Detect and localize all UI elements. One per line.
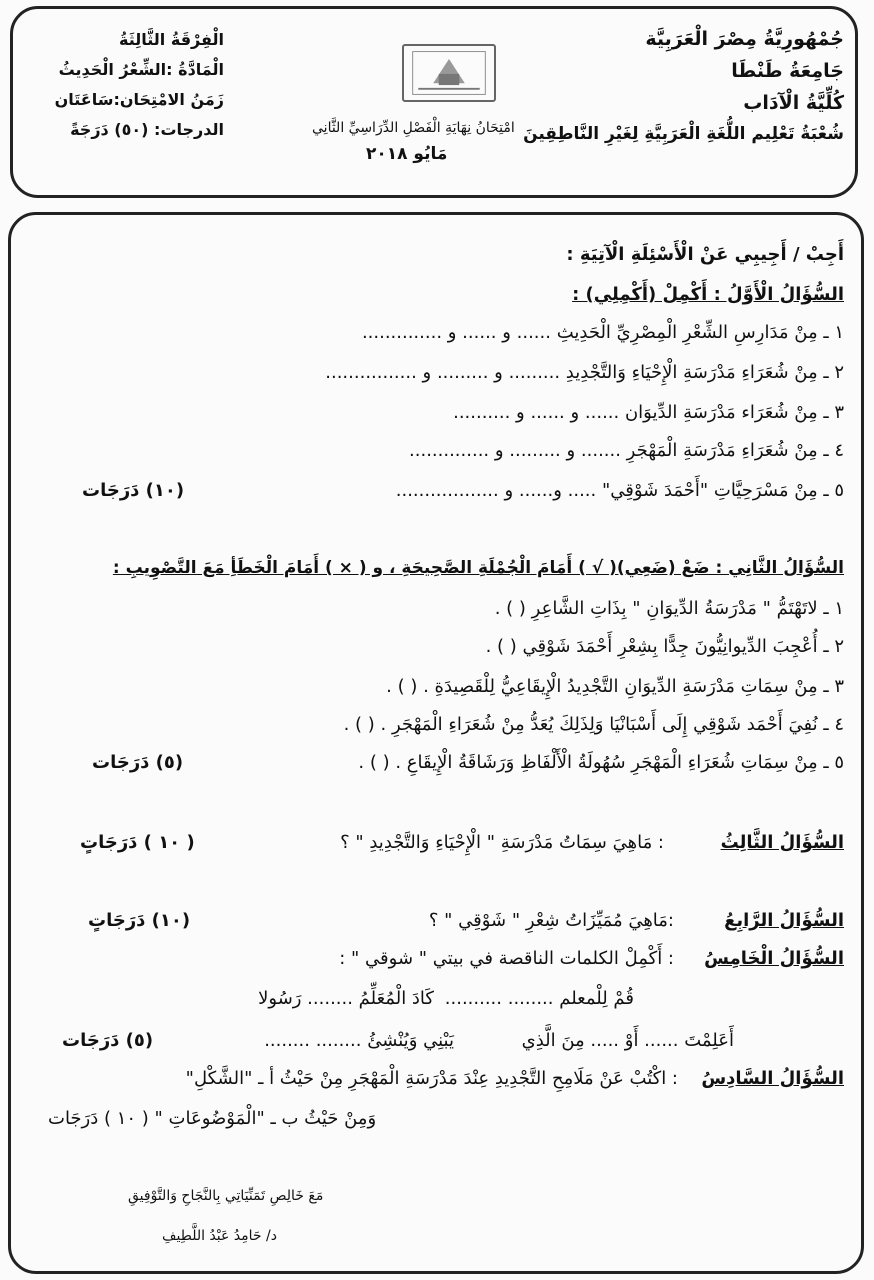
q3-text: : مَاهِيَ سِمَاتُ مَدْرَسَةِ " الْإِحْيَاءِ وَالتَّجْدِيدِ " ؟ — [340, 832, 664, 853]
header-total-marks: الدرجات: (٥٠) دَرَجَةً — [70, 120, 224, 139]
teacher-signature: د/ حَامِدُ عَبْدُ اللَّطِيفِ — [162, 1228, 277, 1244]
q6-text: : اكْتُبْ عَنْ مَلَامِحِ التَّجْدِيدِ عِنْدَ مَدْرَسَةِ الْمَهْجَرِ مِنْ حَيْثُ أ ـ "الشَّكْلِ" — [185, 1068, 678, 1089]
q3-title: السُّؤَالُ الثَّالِثُ — [720, 832, 844, 853]
q4-title: السُّؤَالُ الرَّابِعُ — [724, 910, 844, 931]
q1-item-1: ١ ـ مِنْ مَدَارِسِ الشِّعْرِ الْمِصْرِيِّ الْحَدِيثِ ...... و ...... و .............. — [361, 322, 844, 343]
header-university: جَامِعَةُ طَنْطَا — [731, 60, 844, 82]
q1-item-4: ٤ ـ مِنْ شُعَرَاءِ مَدْرَسَةِ الْمَهْجَرِ ....... و ......... و .............. — [409, 440, 844, 461]
q3-marks: ( ١٠ ) دَرَجَاتٍ — [80, 832, 195, 853]
header-faculty: كُلِّيَّةُ الْآدَاب — [743, 92, 844, 114]
q5-verse2-first-half: أَعَلِمْتَ ...... أَوْ ..... مِنَ الَّذِي — [521, 1030, 734, 1051]
header-country: جُمْهُورِيَّةُ مِصْرَ الْعَرَبِيَّة — [645, 28, 844, 50]
q5-verse1-first-half: قُمْ لِلْمعلم ........ .......... — [444, 988, 634, 1009]
closing-wish: مَعَ خَالِصِ تَمَنِّيَاتِي بِالنَّجَاحِ وَالتَّوْفِيقِ — [128, 1188, 324, 1204]
q1-title: السُّؤَالُ الْأَوَّلُ : أَكْمِلْ (أَكْمِلِي) : — [572, 284, 844, 305]
university-logo — [402, 44, 496, 102]
q2-item-5: ٥ ـ مِنْ سِمَاتِ شُعَرَاءِ الْمَهْجَرِ سُهُولَةُ الْأَلْفَاظِ وَرَشَاقَةُ الْإِيقَاعِ . ( ) . — [358, 752, 844, 773]
exam-title: امْتِحَانُ نِهَايَةِ الْفَصْلِ الدِّرَاسِيِّ الثَّانِي — [312, 120, 515, 136]
exam-date: مَايُو ٢٠١٨ — [366, 144, 448, 164]
header-duration: زَمَنُ الامْتِحَان:سَاعَتَان — [54, 90, 224, 109]
q1-item-3: ٣ ـ مِنْ شُعَرَاء مَدْرَسَةِ الدِّيوَان ...... و ...... و .......... — [453, 402, 844, 423]
q2-item-2: ٢ ـ أُعْجِبَ الدِّيوانِيُّونَ جِدًّا بِشِعْرِ أَحْمَدَ شَوْقِي ( ) . — [485, 636, 844, 657]
q4-marks: (١٠) دَرَجَاتٍ — [88, 910, 191, 931]
q2-title: السُّؤَالُ الثَّانِي : ضَعْ (ضَعِي)( √ ) أَمَامَ الْجُمْلَةِ الصَّحِيحَةِ ، و ( × ) أَمَامَ الْخَطَأِ مَعَ التَّصْوِيبِ : — [112, 558, 844, 578]
logo-emblem-icon — [404, 46, 494, 100]
q6-title: السُّؤَالُ السَّادِسُ — [701, 1068, 844, 1089]
q1-item-5: ٥ ـ مِنْ مَسْرَحِيَّاتِ "أَحْمَدَ شَوْقِي" ..... و...... و .................. — [395, 480, 844, 501]
q2-item-1: ١ ـ لاتَهْتَمُّ " مَدْرَسَةُ الدِّيوَانِ " بِذَاتِ الشَّاعِرِ ( ) . — [494, 598, 844, 619]
header-year: الْفِرْقَةُ الثَّالِثَةُ — [119, 30, 224, 49]
q4-text: :مَاهِيَ مُمَيِّزَاتُ شِعْرِ " شَوْقِي " ؟ — [428, 910, 674, 931]
header-subject: الْمَادَّةُ :الشِّعْرُ الْحَدِيثُ — [58, 60, 224, 79]
header-department: شُعْبَةُ تَعْلِيم اللُّغَةِ الْعَرَبِيَّةِ لِغَيْرِ النَّاطِقِينَ — [523, 124, 844, 144]
q2-item-3: ٣ ـ مِنْ سِمَاتِ مَدْرَسَةِ الدِّيوَانِ التَّجْدِيدُ الْإِيقَاعِيُّ لِلْقَصِيدَةِ . ( ) . — [386, 676, 844, 697]
q5-text: : أَكْمِلْ الكلمات الناقصة في بيتي " شوقي " : — [339, 948, 674, 969]
q5-verse1-second-half: كَادَ الْمُعَلِّمُ ........ رَسُولا — [258, 988, 434, 1009]
q5-marks: (٥) دَرَجَات — [62, 1030, 154, 1051]
q1-item-2: ٢ ـ مِنْ شُعَرَاءِ مَدْرَسَةِ الْإِحْيَاءِ وَالتَّجْدِيدِ ......... و ......... و ................ — [325, 362, 844, 383]
q1-marks: (١٠) دَرَجَات — [82, 480, 185, 501]
instructions: أَجِبْ / أَجِيبِي عَنْ الْأَسْئِلَةِ الْآتِيَةِ : — [566, 244, 844, 265]
q5-title: السُّؤَالُ الْخَامِسُ — [704, 948, 844, 969]
q2-item-4: ٤ ـ نُفِيَ أَحْمَد شَوْقِي إِلَى أَسْبَانْيَا وَلِذَلِكَ يُعَدُّ مِنْ شُعَرَاءِ الْمَهْجَرِ . ( ) . — [343, 714, 844, 735]
q5-verse2-second-half: يَبْنِي وَيُنْشِئُ ........ ........ — [264, 1030, 454, 1051]
q2-marks: (٥) دَرَجَات — [92, 752, 184, 773]
q6-text-continued: وَمِنْ حَيْثُ ب ـ "الْمَوْضُوعَاتِ " ( ١٠ ) دَرَجَات — [48, 1108, 377, 1129]
